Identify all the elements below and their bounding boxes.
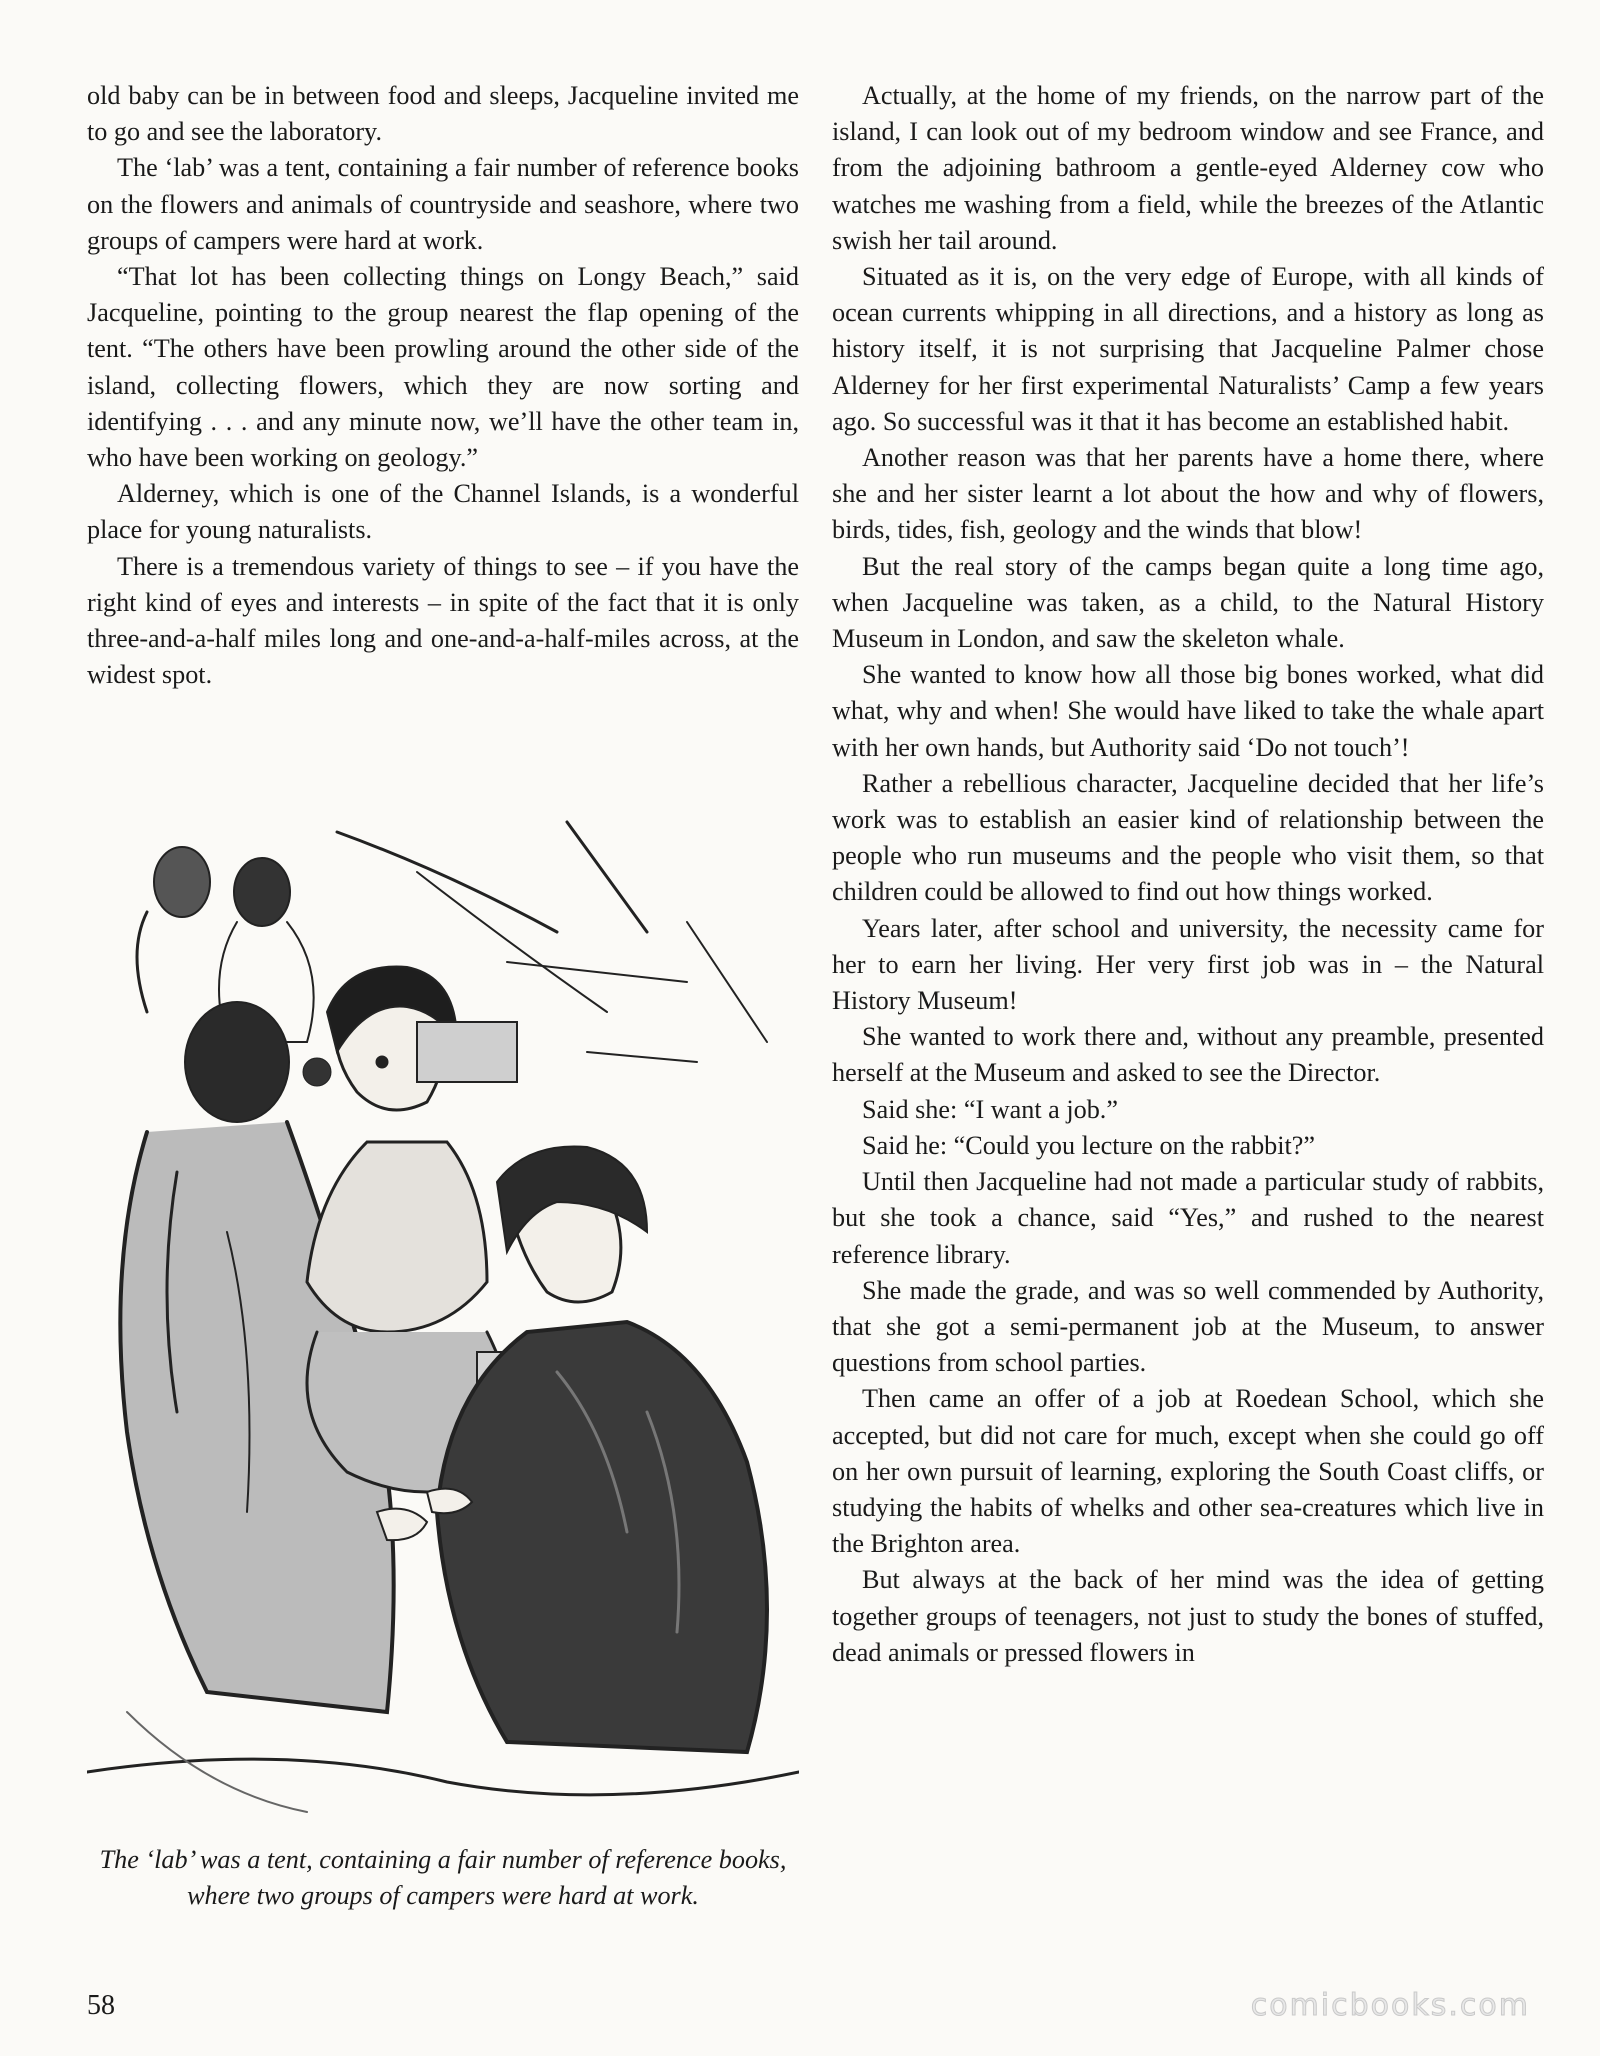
left-text-column: [87, 78, 799, 693]
paragraph: Alderney, which is one of the Channel Islands, is a wonderful place for young naturalists.: [87, 479, 799, 545]
paragraph: Until then Jacqueline had not made a particular study of rabbits, but she took a chance, said “Yes,” and rushed to the nearest reference library.: [832, 1167, 1544, 1269]
watermark: comicbooks.com: [1250, 1988, 1530, 2023]
paragraph: But always at the back of her mind was the idea of getting together groups of teenagers, not just to study the bones of stuffed, dead animals or pressed flowers in: [832, 1565, 1544, 1667]
paragraph: Years later, after school and university, the necessity came for her to earn her living. Her very first job was in – the Natural History Museum!: [832, 913, 1544, 1016]
paragraph: “That lot has been collecting things on Longy Beach,” said Jacqueline, pointing to the group nearest the flap opening of the tent. “The others have been prowling around the other side of the island, collecting flowers, which they are now sorting and identifying . . . and any minute now, we’ll have the other team in, who have been working on geology.”: [87, 262, 799, 473]
paragraph: The ‘lab’ was a tent, containing a fair number of reference books on the flowers and animals of countryside and seashore, where two groups of campers were hard at work.: [87, 153, 799, 255]
illustration-caption: The ‘lab’ was a tent, containing a fair number of reference books, where two groups of campers were hard at work.: [99, 1845, 787, 1910]
paragraph: Another reason was that her parents have a home there, where she and her sister learnt a lot about the how and why of flowers, birds, tides, fish, geology and the winds that blow!: [832, 443, 1544, 545]
paragraph: There is a tremendous variety of things to see – if you have the right kind of eyes and interests – in spite of the fact that it is only three-and-a-half miles long and one-and-a-half-miles across, at the widest spot.: [87, 551, 799, 690]
paragraph: But the real story of the camps began quite a long time ago, when Jacqueline was taken, as a child, to the Natural History Museum in London, and saw the skeleton whale.: [832, 551, 1544, 654]
paragraph: She wanted to know how all those big bones worked, what did what, why and when! She would have liked to take the whale apart with her own hands, but Authority said ‘Do not touch’!: [832, 660, 1544, 762]
paragraph: Actually, at the home of my friends, on the narrow part of the island, I can look out of my bedroom window and see France, and from the adjoining bathroom a gentle-eyed Alderney cow who watches me washing from a field, while the breezes of the Atlantic swish her tail around.: [832, 81, 1544, 255]
paragraph: Rather a rebellious character, Jacqueline decided that her life’s work was to establish an easier kind of relationship between the people who run museums and the people who visit them, so that children could be allowed to find out how things worked.: [832, 768, 1544, 907]
paragraph: Said he: “Could you lecture on the rabbit?”: [862, 1130, 1316, 1160]
right-text-column: [832, 78, 1544, 1671]
illustration-drawing: [87, 812, 799, 1848]
tent-lab-illustration: [87, 812, 799, 1848]
paragraph: Situated as it is, on the very edge of Europe, with all kinds of ocean currents whipping in all directions, and a history as long as history itself, it is not surprising that Jacqueline Palmer chose Alderney for her first experimental Naturalists’ Camp a few years ago. So successful was it that it has become an established habit.: [832, 262, 1544, 436]
paragraph: She wanted to work there and, without any preamble, presented herself at the Museum and asked to see the Director.: [832, 1022, 1544, 1088]
paragraph: Then came an offer of a job at Roedean School, which she accepted, but did not care for much, except when she could go off on her own pursuit of learning, exploring the South Coast cliffs, or studying the habits of whelks and other sea-creatures which live in the Brighton area.: [832, 1384, 1544, 1559]
paragraph: Said she: “I want a job.”: [862, 1094, 1118, 1124]
page-number: 58: [87, 1990, 115, 2021]
paragraph: old baby can be in between food and sleeps, Jacqueline invited me to go and see the laboratory.: [87, 81, 799, 147]
paragraph: She made the grade, and was so well commended by Authority, that she got a semi-permanent job at the Museum, to answer questions from school parties.: [832, 1275, 1544, 1378]
